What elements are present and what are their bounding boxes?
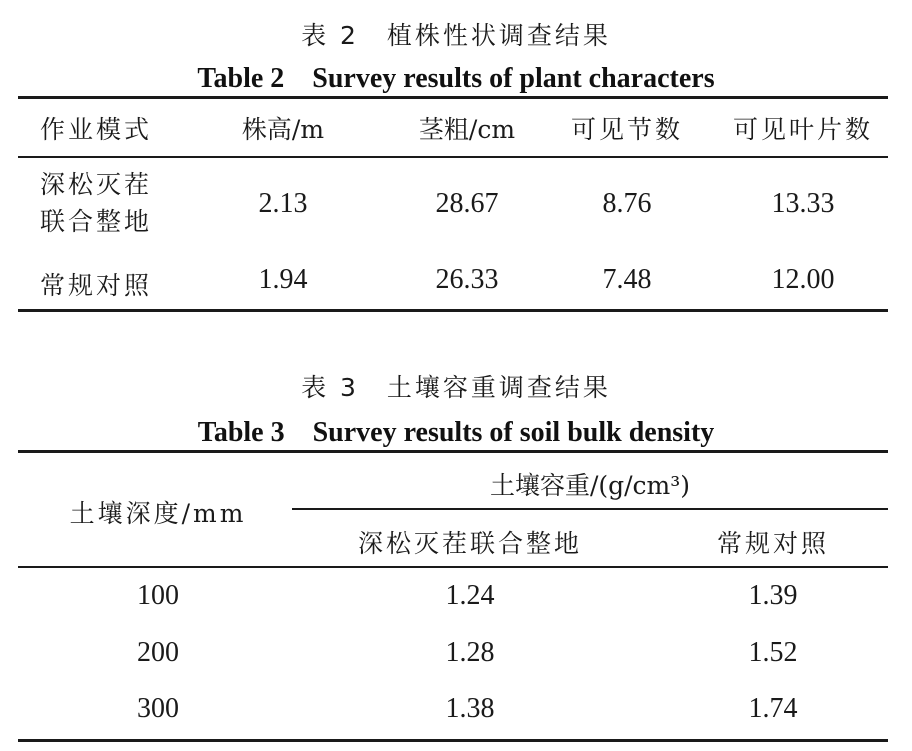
table2-top-rule xyxy=(18,96,888,99)
table3-subheader-combined: 深松灭茬联合整地 xyxy=(357,529,583,558)
table2-header-height: 株高/m xyxy=(241,115,325,144)
table3-row3-control: 1.74 xyxy=(748,693,798,724)
table3-row1-combined: 1.24 xyxy=(445,580,495,611)
table2-row2-height: 1.94 xyxy=(258,264,308,295)
table3-header-rule xyxy=(18,566,888,568)
table2-header-stem: 茎粗/cm xyxy=(418,115,516,144)
table3-bottom-rule xyxy=(18,739,888,742)
table3-header-density: 土壤容重/(g/cm³) xyxy=(489,471,691,500)
table2-row2-leaves: 12.00 xyxy=(771,264,835,295)
table3-spanner-rule xyxy=(292,508,888,510)
table2-bottom-rule xyxy=(18,309,888,312)
table3-row2-control: 1.52 xyxy=(748,637,798,668)
table3-subheader-control: 常规对照 xyxy=(716,529,830,558)
table2-header-leaves: 可见叶片数 xyxy=(732,115,874,144)
table2-row2-nodes: 7.48 xyxy=(602,264,652,295)
table2-row2-stem: 26.33 xyxy=(435,264,499,295)
table2-row2-mode: 常规对照 xyxy=(40,271,153,300)
table3-row3-depth: 300 xyxy=(137,693,179,724)
table3-top-rule xyxy=(18,450,888,453)
table3-row1-depth: 100 xyxy=(137,580,179,611)
table2-header-nodes: 可见节数 xyxy=(570,115,684,144)
table3-row2-depth: 200 xyxy=(137,637,179,668)
table2-row1-mode xyxy=(40,166,152,240)
table2-caption-en: Table 2 Survey results of plant characters xyxy=(197,63,715,94)
table2-row1-leaves: 13.33 xyxy=(771,188,835,219)
table2-header-rule xyxy=(18,156,888,158)
table3-caption-en: Table 3 Survey results of soil bulk density xyxy=(197,417,715,448)
table3-row2-combined: 1.28 xyxy=(445,637,495,668)
table2-row1-mode-line2: 联合整地 xyxy=(40,207,153,236)
table3-caption-cn: 表 3 土壤容重调查结果 xyxy=(301,373,611,402)
table2-row1-nodes: 8.76 xyxy=(602,188,652,219)
table3-header-depth: 土壤深度/mm xyxy=(69,499,247,528)
table3-row1-control: 1.39 xyxy=(748,580,798,611)
table3-row3-combined: 1.38 xyxy=(445,693,495,724)
table2-row1-mode-line1: 深松灭茬 xyxy=(40,170,153,199)
table2-header-mode: 作业模式 xyxy=(40,115,153,144)
table2-row1-height: 2.13 xyxy=(258,188,308,219)
table2-caption-cn: 表 2 植株性状调查结果 xyxy=(301,21,611,50)
table2-row1-stem: 28.67 xyxy=(435,188,499,219)
